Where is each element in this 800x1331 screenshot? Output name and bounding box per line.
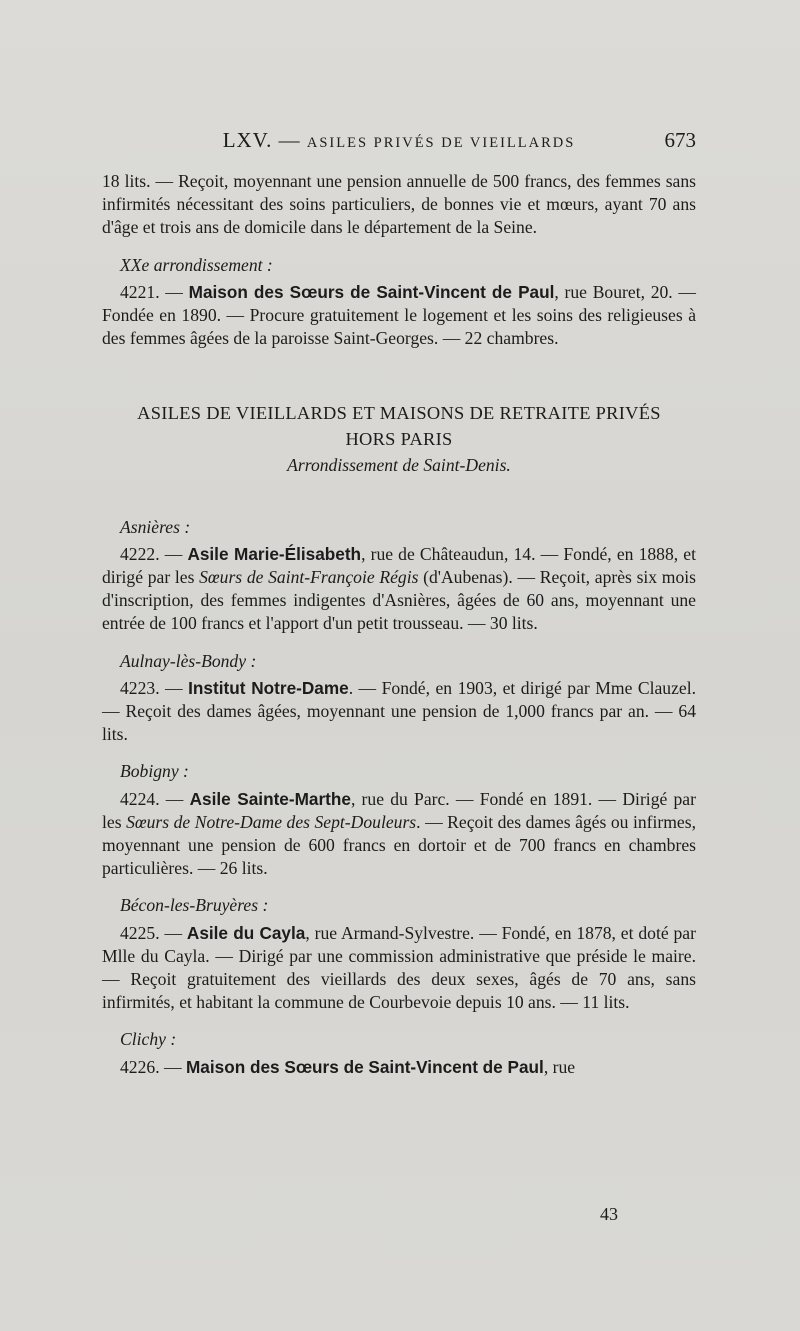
entry-text: , rue Bouret, 20. — Fondée en 1890. — Procure gratuitement le logement et les soins des religieuses à des femmes âgées de la paroisse Saint-Georges. — 22 chambres. xyxy=(102,281,696,349)
entry-name: Maison des Sœurs de Saint-Vincent de Paul xyxy=(185,1056,544,1077)
entry-name: Institut Notre-Dame xyxy=(188,677,349,698)
entry-italic: Sœurs de Saint-Françoie Régis xyxy=(199,567,419,588)
chapter-number: LXV. xyxy=(222,128,273,152)
entry-text: , rue du Parc. — Fondé en 1891. — Dirigé par les xyxy=(102,788,696,832)
section-title xyxy=(102,400,696,452)
entry-text: (d'Aubenas). — Reçoit, après six mois d'inscription, des femmes indigentes d'Asnières, âgées de 60 ans, moyennant une entrée de 100 francs et l'apport d'un petit trousseau. — 30 lits. xyxy=(102,567,697,634)
entry-text: , rue de Châteaudun, 14. — Fondé, en 1888, et dirigé par les xyxy=(102,543,696,588)
continued-paragraph: 18 lits. — Reçoit, moyennant une pension annuelle de 500 francs, des femmes sans infirmités nécessitant des soins particuliers, de bonnes vie et mœurs, ayant 70 ans d'âge et trois ans de domicile dans le département de la Seine. xyxy=(102,171,696,238)
entry-name: Asile du Cayla xyxy=(186,922,306,943)
signature-mark: 43 xyxy=(600,1204,618,1224)
section-arrondissement: Arrondissement de Saint-Denis. xyxy=(287,455,511,476)
entry-name: Asile Sainte-Marthe xyxy=(189,788,351,809)
header-dash: — xyxy=(278,128,301,152)
entry-4226 xyxy=(102,1056,696,1079)
entry-4225 xyxy=(102,922,696,1015)
chapter-title: ASILES PRIVÉS DE VIEILLARDS xyxy=(306,135,576,151)
page-number: 673 xyxy=(664,128,696,152)
entry-number: 4224. — xyxy=(120,788,190,809)
entry-text: , rue Armand-Sylvestre. — Fondé, en 1878, et doté par Mlle du Cayla. — Dirigé par une commission administrative que préside le maire. — Reçoit gratuitement des vieillards des deux sexes, âgés de 70 ans, sans infirmités, et habitant la commune de Courbevoie depuis 10 ans. — 11 lits. xyxy=(102,922,696,1013)
entry-4221 xyxy=(102,281,696,351)
running-header xyxy=(102,128,696,158)
entry-name: Asile Marie-Élisabeth xyxy=(187,543,362,564)
entry-number: 4223. — xyxy=(120,677,189,698)
entry-text: , rue xyxy=(543,1056,576,1077)
entry-4224 xyxy=(102,788,696,881)
text-body xyxy=(102,170,696,1079)
arrondissement-heading: XXe arrondissement : xyxy=(120,254,273,275)
entry-text: . — Fondé, en 1903, et dirigé par Mme Clauzel. — Reçoit des dames âgées, moyennant une pension de 1,000 francs par an. — 64 lits. xyxy=(102,677,696,745)
place-heading-clichy: Clichy : xyxy=(120,1029,177,1050)
entry-name: Maison des Sœurs de Saint-Vincent de Paul xyxy=(188,281,555,302)
entry-number: 4221. — xyxy=(120,281,189,302)
header-title-line xyxy=(102,128,696,153)
entry-number: 4226. — xyxy=(120,1056,186,1077)
place-heading-becon: Bécon-les-Bruyères : xyxy=(120,895,269,916)
section-title-line1: ASILES DE VIEILLARDS ET MAISONS DE RETRAITE PRIVÉS xyxy=(137,403,661,424)
entry-number: 4225. — xyxy=(120,922,187,943)
place-heading-asnieres: Asnières : xyxy=(120,516,191,537)
place-heading-bobigny: Bobigny : xyxy=(120,761,189,782)
entry-number: 4222. — xyxy=(120,543,188,564)
place-heading-aulnay: Aulnay-lès-Bondy : xyxy=(120,650,257,671)
entry-4223 xyxy=(102,677,696,747)
entry-4222 xyxy=(102,543,696,636)
entry-italic: Sœurs de Notre-Dame des Sept-Douleurs xyxy=(126,811,417,832)
entry-text: . — Reçoit des dames âgés ou infirmes, moyennant une pension de 600 francs en dortoir et de 700 francs en chambres particulières. — 26 lits. xyxy=(102,811,696,879)
section-title-line2: HORS PARIS xyxy=(345,429,453,450)
